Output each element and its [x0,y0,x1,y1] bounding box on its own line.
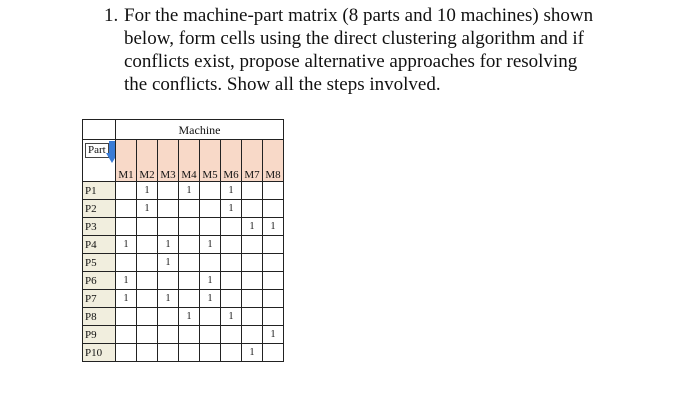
matrix-cell [200,254,221,272]
matrix-cell [116,254,137,272]
matrix-cell [137,290,158,308]
machine-header-m2: M2 [137,140,158,182]
matrix-cell [200,326,221,344]
matrix-cell [116,344,137,362]
matrix-cell: 1 [200,236,221,254]
part-header-cell [83,140,116,182]
matrix-cell [179,344,200,362]
matrix-cell: 1 [221,200,242,218]
matrix-cell: 1 [116,290,137,308]
matrix-cell [242,290,263,308]
part-name-p1: P1 [83,182,116,200]
machine-header-m7: M7 [242,140,263,182]
matrix-cell [221,218,242,236]
matrix-cell: 1 [263,326,284,344]
matrix-cell [200,182,221,200]
matrix-cell [116,200,137,218]
matrix-cell [158,182,179,200]
question-block [104,4,604,96]
matrix-cell [242,326,263,344]
machine-header-m8: M8 [263,140,284,182]
table-row [83,344,284,362]
matrix-cell [221,326,242,344]
matrix-cell [158,344,179,362]
matrix-cell [200,200,221,218]
table-row [83,326,284,344]
matrix-cell [116,218,137,236]
matrix-cell: 1 [116,272,137,290]
table-row [83,290,284,308]
table-row [83,254,284,272]
down-arrow-icon [106,141,116,165]
matrix-cell [263,308,284,326]
matrix-cell [137,218,158,236]
table-row [83,236,284,254]
matrix-cell [221,236,242,254]
matrix-cell [200,218,221,236]
matrix-cell [179,254,200,272]
matrix-cell [263,236,284,254]
matrix-cell: 1 [158,254,179,272]
part-name-p3: P3 [83,218,116,236]
machine-header-m6: M6 [221,140,242,182]
matrix-cell: 1 [179,182,200,200]
matrix-cell [242,182,263,200]
matrix-cell: 1 [158,236,179,254]
part-name-p5: P5 [83,254,116,272]
machine-title: Machine [116,120,284,140]
matrix-cell [200,344,221,362]
matrix-cell: 1 [242,344,263,362]
part-name-p6: P6 [83,272,116,290]
matrix-cell: 1 [221,308,242,326]
matrix-cell [137,344,158,362]
part-name-p2: P2 [83,200,116,218]
matrix-cell: 1 [263,218,284,236]
matrix-cell [158,308,179,326]
matrix-cell: 1 [137,182,158,200]
matrix-cell [242,308,263,326]
part-name-p9: P9 [83,326,116,344]
matrix-cell [158,326,179,344]
matrix-cell [158,272,179,290]
matrix-cell [137,254,158,272]
matrix-cell [137,272,158,290]
part-label: Part [85,143,109,158]
table-row [83,200,284,218]
matrix-cell [263,290,284,308]
matrix-cell [179,236,200,254]
question-number: 1. [104,5,119,26]
matrix-cell [116,182,137,200]
part-name-p7: P7 [83,290,116,308]
matrix-cell: 1 [242,218,263,236]
matrix-cell [221,254,242,272]
matrix-cell [221,344,242,362]
matrix-cell [263,344,284,362]
matrix-cell [242,272,263,290]
matrix-cell [137,308,158,326]
matrix-cell [242,254,263,272]
matrix-cell [263,200,284,218]
matrix-cell: 1 [116,236,137,254]
matrix-cell [263,272,284,290]
matrix-cell [179,326,200,344]
matrix-cell [158,200,179,218]
part-name-p10: P10 [83,344,116,362]
matrix-cell: 1 [179,308,200,326]
matrix-cell [179,200,200,218]
matrix-cell: 1 [200,272,221,290]
matrix-cell: 1 [221,182,242,200]
machine-header-m5: M5 [200,140,221,182]
machine-part-matrix [82,119,284,362]
matrix-cell [221,290,242,308]
table-row [83,308,284,326]
question-text: For the machine-part matrix (8 parts and 10 machines) shown below, form cells using the direct clustering algorithm and if conflicts exist, propose alternative approaches for resolving the conflicts. Show all the steps involved. [124,5,594,95]
machine-header-m4: M4 [179,140,200,182]
matrix-cell [200,308,221,326]
table-row [83,182,284,200]
matrix-cell [179,290,200,308]
corner-cell [83,120,116,140]
matrix-cell [137,236,158,254]
matrix-cell [116,326,137,344]
matrix-cell [137,326,158,344]
matrix-cell: 1 [158,290,179,308]
matrix-cell [116,308,137,326]
matrix-cell [179,272,200,290]
table-row [83,218,284,236]
matrix-cell [242,200,263,218]
matrix-cell [263,254,284,272]
machine-header-m1: M1 [116,140,137,182]
machine-header-m3: M3 [158,140,179,182]
matrix-cell [263,182,284,200]
matrix-cell [242,236,263,254]
table-row [83,272,284,290]
matrix-cell: 1 [200,290,221,308]
matrix-cell [158,218,179,236]
matrix-cell [179,218,200,236]
part-name-p4: P4 [83,236,116,254]
matrix-cell: 1 [137,200,158,218]
matrix-cell [221,272,242,290]
part-name-p8: P8 [83,308,116,326]
